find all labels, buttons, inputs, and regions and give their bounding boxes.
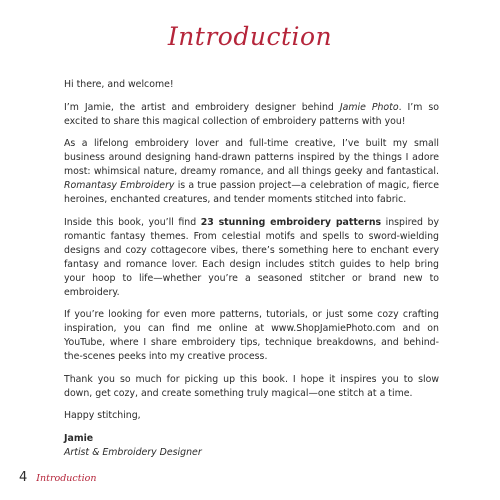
pattern-count-highlight: 23 stunning embroidery patterns: [200, 216, 382, 228]
closing-text: Happy stitching,: [64, 410, 141, 421]
author-text-a: I’m Jamie, the artist and embroidery designer behind: [64, 101, 340, 113]
online-paragraph: [64, 308, 439, 364]
greeting-paragraph: [64, 78, 439, 92]
brand-name: Jamie Photo: [339, 101, 399, 113]
thanks-text: Thank you so much for picking up this book. I hope it inspires you to slow down, get cozy, and create something truly magical—one stitch at a time.: [64, 373, 439, 399]
passion-paragraph: [64, 137, 439, 207]
running-head: Introduction: [36, 473, 97, 484]
book-title: Romantasy Embroidery: [64, 180, 175, 191]
passion-text-a: As a lifelong embroidery lover and full-time creative, I’ve built my small business around designing hand-drawn patterns inspired by the things I adore most: whimsical nature, dreamy romance, and all things geeky and fantastical.: [64, 138, 439, 177]
signature-block: [64, 432, 439, 460]
contents-text-b: inspired by romantic fantasy themes. From celestial motifs and spells to sword-wielding designs and cozy cottagecore vibes, there’s something here to enchant every fantasy and romance lover. Each design includes stitch guides to help bring your hoop to life—whether you’re a seasoned stitcher or brand new to embroidery.: [64, 216, 439, 298]
closing-paragraph: [64, 409, 439, 423]
contents-paragraph: [64, 216, 439, 300]
online-text: If you’re looking for even more patterns, tutorials, or just some cozy crafting inspiration, you can find me online at www.ShopJamiePhoto.com and on YouTube, where I share embroidery tips, technique breakdowns, and behind-the-scenes peeks into my creative process.: [64, 309, 439, 362]
thanks-paragraph: [64, 373, 439, 401]
page-footer: [19, 470, 96, 485]
signature-name: Jamie: [64, 432, 94, 444]
author-paragraph: [64, 101, 439, 129]
greeting-text: Hi there, and welcome!: [64, 79, 174, 90]
page-title: Introduction: [167, 22, 333, 51]
contents-text-a: Inside this book, you’ll find: [64, 216, 201, 228]
page-number: 4: [19, 470, 28, 485]
intro-body: [64, 78, 439, 460]
author-text-b: . I’m so excited to share this magical collection of embroidery patterns with you!: [64, 101, 439, 127]
passion-text-b: is a true passion project—a celebration of magic, fierce heroines, enchanted creatures, and tender moments stitched into fabric.: [64, 180, 439, 205]
signature-role: Artist & Embroidery Designer: [64, 446, 202, 458]
